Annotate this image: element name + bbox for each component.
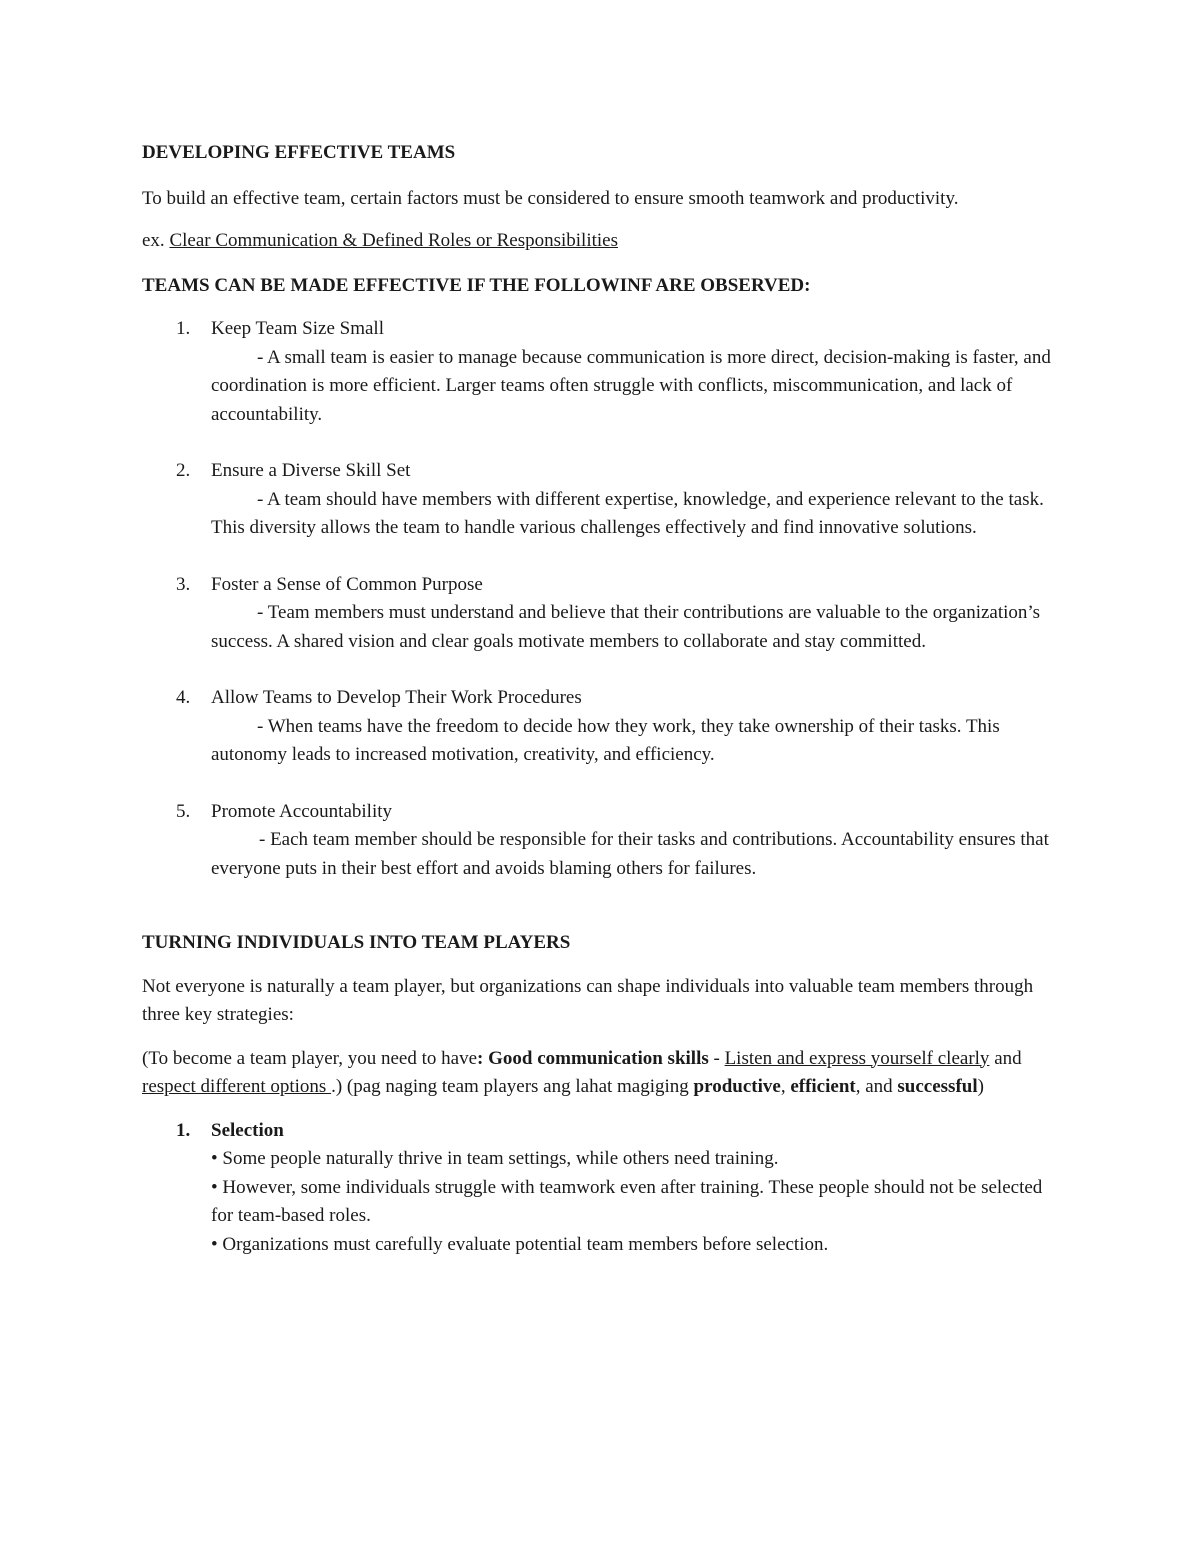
list-item-heading: Keep Team Size Small [211, 318, 384, 339]
intro-paragraph: To build an effective team, certain factors must be considered to ensure smooth teamwork and productivity. [142, 187, 959, 209]
list-item-body: - When teams have the freedom to decide how they work, they take ownership of their tasks. This autonomy leads to increased motivation, creativity, and efficiency. [211, 715, 1000, 765]
document-content [142, 139, 1062, 1259]
team-player-note [142, 1045, 1062, 1102]
note-text: (To become a team player, you need to have [142, 1047, 478, 1069]
list-number: 2. [176, 460, 191, 481]
note-bold-efficient: efficient [790, 1076, 856, 1097]
list-item-body: - A small team is easier to manage because communication is more direct, decision-making is faster, and coordination is more efficient. Larger teams often struggle with conflicts, miscommunication, and lack of accountability. [211, 346, 1051, 425]
list-item-heading: Ensure a Diverse Skill Set [211, 460, 411, 481]
list-item-4 [142, 684, 1062, 770]
strategy-number: 1. [176, 1119, 191, 1141]
note-text: ) [977, 1076, 984, 1097]
list-item-body: - A team should have members with different expertise, knowledge, and experience relevant to the task. This diversity allows the team to handle various challenges effectively and find innovative solutions. [211, 488, 1044, 538]
list-item-heading: Foster a Sense of Common Purpose [211, 573, 483, 595]
list-item-3 [142, 571, 1062, 657]
strategy-item-selection [142, 1117, 1062, 1260]
section-title-developing-effective-teams: DEVELOPING EFFECTIVE TEAMS [142, 142, 456, 163]
effective-teams-list [142, 315, 1062, 883]
example-prefix: ex. [142, 230, 170, 251]
section-title-teams-effective: TEAMS CAN BE MADE EFFECTIVE IF THE FOLLOWINF ARE OBSERVED: [142, 274, 811, 296]
strategy-bullet: • However, some individuals struggle with teamwork even after training. These people should not be selected for team-based roles. [211, 1176, 1043, 1226]
note-underline-listen: Listen and express yourself clearly [724, 1047, 990, 1069]
note-underline-respect: respect different options [142, 1076, 332, 1097]
note-text: .) (pag naging team players ang lahat magiging [331, 1076, 694, 1097]
team-players-intro: Not everyone is naturally a team player, but organizations can shape individuals into valuable team members through three key strategies: [142, 975, 1034, 1025]
list-number: 3. [176, 573, 191, 595]
list-number: 5. [176, 800, 191, 822]
list-item-body: - Each team member should be responsible for their tasks and contributions. Accountability ensures that everyone puts in their best effort and avoids blaming others for failures. [211, 829, 1049, 879]
note-text: , and [855, 1076, 898, 1097]
note-bold-skill: : Good communication skills [477, 1047, 709, 1069]
list-item-1 [142, 315, 1062, 429]
strategy-bullet: • Organizations must carefully evaluate potential team members before selection. [211, 1233, 829, 1255]
list-item-heading: Promote Accountability [211, 800, 393, 822]
note-bold-successful: successful [897, 1076, 978, 1097]
strategy-heading: Selection [211, 1119, 284, 1141]
list-number: 4. [176, 687, 191, 708]
list-item-2 [142, 457, 1062, 543]
list-number: 1. [176, 318, 191, 339]
strategy-bullet: • Some people naturally thrive in team settings, while others need training. [211, 1148, 779, 1169]
note-text: , [780, 1076, 791, 1097]
section-title-team-players: TURNING INDIVIDUALS INTO TEAM PLAYERS [142, 932, 571, 953]
list-item-heading: Allow Teams to Develop Their Work Procedures [211, 687, 582, 708]
example-text: Clear Communication & Defined Roles or Responsibilities [169, 230, 618, 251]
example-line [142, 227, 1062, 256]
note-bold-productive: productive [693, 1076, 781, 1097]
list-item-body: - Team members must understand and believe that their contributions are valuable to the organization’s success. A shared vision and clear goals motivate members to collaborate and stay committed. [211, 602, 1041, 652]
note-text: - [708, 1047, 725, 1069]
note-text: and [989, 1047, 1022, 1069]
list-item-5 [142, 798, 1062, 884]
